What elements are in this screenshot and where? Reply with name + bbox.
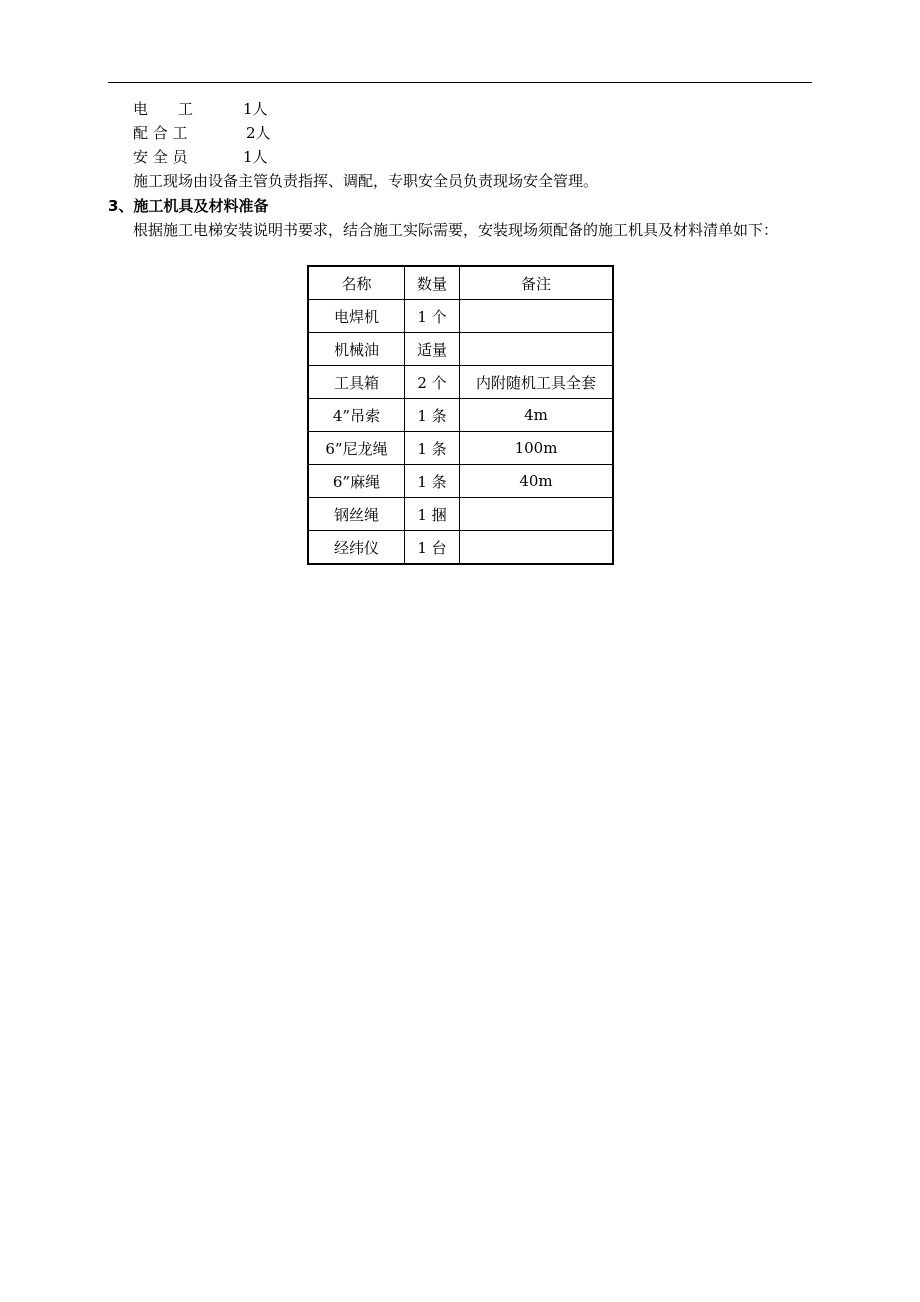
cell-remarks	[460, 498, 614, 531]
staff-count: 2人	[246, 124, 271, 142]
cell-remarks: 100m	[460, 432, 614, 465]
cell-remarks: 40m	[460, 465, 614, 498]
cell-quantity: 1 条	[405, 465, 460, 498]
cell-name: 电焊机	[308, 300, 405, 333]
cell-quantity: 适量	[405, 333, 460, 366]
cell-name: 4”吊索	[308, 399, 405, 432]
table-row	[308, 498, 613, 531]
cell-name: 机械油	[308, 333, 405, 366]
table-row	[308, 300, 613, 333]
materials-table	[307, 265, 614, 565]
cell-remarks	[460, 300, 614, 333]
header-name: 名称	[308, 266, 405, 300]
cell-remarks	[460, 333, 614, 366]
table-header-row	[308, 266, 613, 300]
section-heading: 3、施工机具及材料准备	[108, 197, 269, 215]
cell-quantity: 1 条	[405, 432, 460, 465]
staff-role: 电 工	[133, 100, 194, 118]
cell-name: 6”尼龙绳	[308, 432, 405, 465]
table-row	[308, 432, 613, 465]
staff-count: 1人	[243, 148, 268, 166]
staff-role: 配 合 工	[133, 124, 188, 142]
cell-name: 钢丝绳	[308, 498, 405, 531]
cell-remarks: 内附随机工具全套	[460, 366, 614, 399]
header-rule	[108, 82, 812, 83]
table-row	[308, 399, 613, 432]
cell-quantity: 1 台	[405, 531, 460, 565]
table-row	[308, 465, 613, 498]
cell-remarks	[460, 531, 614, 565]
table-row	[308, 531, 613, 565]
header-remarks: 备注	[460, 266, 614, 300]
cell-quantity: 1 条	[405, 399, 460, 432]
cell-remarks: 4m	[460, 399, 614, 432]
section-intro: 根据施工电梯安装说明书要求，结合施工实际需要，安装现场须配备的施工机具及材料清单如下：	[133, 221, 779, 239]
cell-name: 经纬仪	[308, 531, 405, 565]
table-row	[308, 366, 613, 399]
cell-quantity: 2 个	[405, 366, 460, 399]
header-quantity: 数量	[405, 266, 460, 300]
cell-name: 工具箱	[308, 366, 405, 399]
staff-count: 1人	[243, 100, 268, 118]
table-row	[308, 333, 613, 366]
staff-role: 安 全 员	[133, 148, 188, 166]
cell-name: 6”麻绳	[308, 465, 405, 498]
management-note: 施工现场由设备主管负责指挥、调配，专职安全员负责现场安全管理。	[133, 172, 599, 190]
cell-quantity: 1 捆	[405, 498, 460, 531]
cell-quantity: 1 个	[405, 300, 460, 333]
